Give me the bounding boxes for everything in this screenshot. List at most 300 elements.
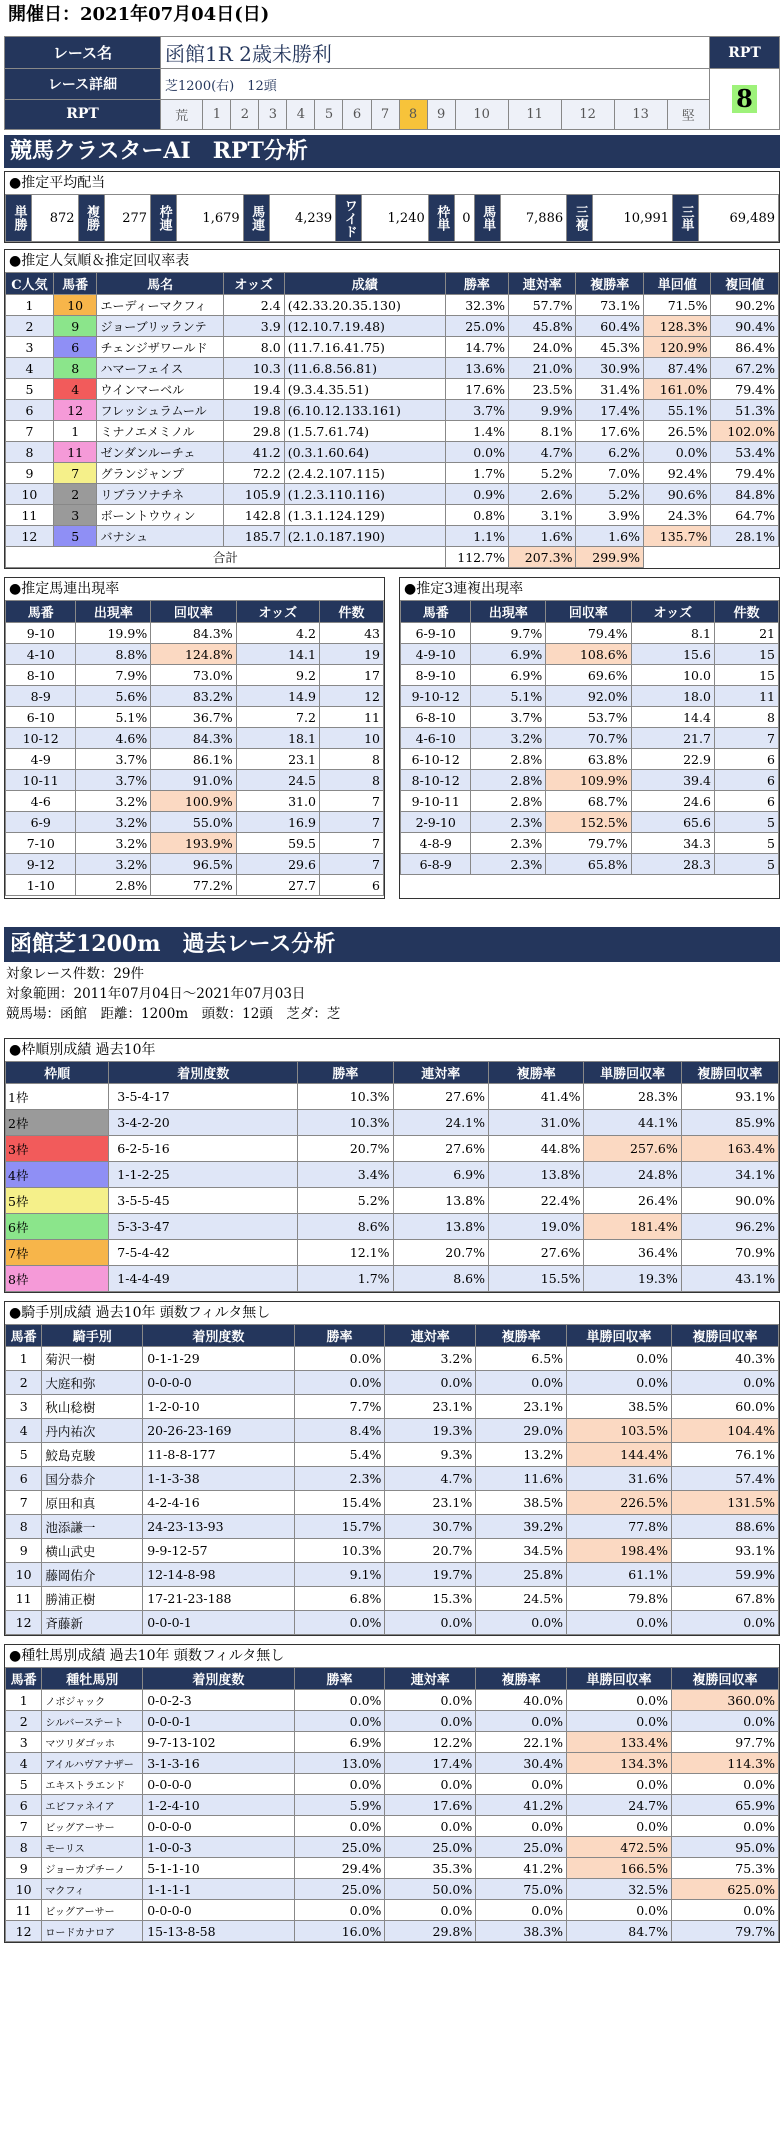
waku-cell: 90.0% bbox=[681, 1188, 778, 1214]
waku-cell: 93.1% bbox=[681, 1084, 778, 1110]
umaren-cell: 6-9 bbox=[6, 812, 76, 833]
waku-cell: 34.1% bbox=[681, 1162, 778, 1188]
pop-cell: 73.1% bbox=[576, 295, 644, 316]
sanrenpuku-cell: 5 bbox=[714, 833, 778, 854]
jockey-cell: 15.4% bbox=[294, 1491, 385, 1515]
umaren-cell: 8 bbox=[319, 749, 383, 770]
sire-cell: 79.7% bbox=[671, 1921, 778, 1942]
race-info-table bbox=[4, 36, 780, 130]
jockey-header: 複勝回収率 bbox=[671, 1325, 778, 1347]
sanrenpuku-header: 出現率 bbox=[471, 601, 546, 623]
waku-cell: 8枠 bbox=[6, 1266, 109, 1292]
sire-cell: 22.1% bbox=[476, 1732, 567, 1753]
jockey-cell: 0-1-1-29 bbox=[143, 1347, 294, 1371]
sire-cell: 50.0% bbox=[385, 1879, 476, 1900]
pop-cell: 24.3% bbox=[643, 505, 711, 526]
payout-value: 10,991 bbox=[593, 195, 673, 242]
jockey-cell: 31.6% bbox=[567, 1467, 672, 1491]
pop-cell: 79.4% bbox=[711, 463, 779, 484]
table-row bbox=[6, 1879, 779, 1900]
jockey-cell: 斉藤新 bbox=[42, 1611, 143, 1635]
jockey-cell: 57.4% bbox=[671, 1467, 778, 1491]
jockey-cell: 9.1% bbox=[294, 1563, 385, 1587]
sire-cell: 40.0% bbox=[476, 1690, 567, 1711]
sire-cell: 0-0-0-0 bbox=[143, 1774, 294, 1795]
popularity-header: C人気 bbox=[6, 273, 54, 295]
jockey-cell: 226.5% bbox=[567, 1491, 672, 1515]
pop-cell: 55.1% bbox=[643, 400, 711, 421]
pop-cell: 64.7% bbox=[711, 505, 779, 526]
table-row bbox=[6, 526, 779, 547]
table-row bbox=[6, 1395, 779, 1419]
jockey-cell: 38.5% bbox=[476, 1491, 567, 1515]
table-row bbox=[6, 1539, 779, 1563]
pop-cell: (2.1.0.187.190) bbox=[284, 526, 445, 547]
table-row bbox=[401, 728, 779, 749]
sanrenpuku-cell: 6 bbox=[714, 770, 778, 791]
jockey-cell: 103.5% bbox=[567, 1419, 672, 1443]
umaren-cell: 14.9 bbox=[236, 686, 319, 707]
waku-cell: 2枠 bbox=[6, 1110, 109, 1136]
table-row bbox=[6, 379, 779, 400]
waku-cell: 7枠 bbox=[6, 1240, 109, 1266]
umaren-cell: 43 bbox=[319, 623, 383, 644]
sire-header: 馬番 bbox=[6, 1668, 42, 1690]
sire-cell: シルバーステート bbox=[42, 1711, 143, 1732]
jockey-cell: 39.2% bbox=[476, 1515, 567, 1539]
umaren-cell: 9-10 bbox=[6, 623, 76, 644]
sire-cell: 0.0% bbox=[385, 1711, 476, 1732]
table-row bbox=[6, 1711, 779, 1732]
pop-cell: 3.9 bbox=[223, 316, 284, 337]
umaren-cell: 124.8% bbox=[151, 644, 236, 665]
sanrenpuku-cell: 24.6 bbox=[631, 791, 714, 812]
sanrenpuku-title: ●推定3連複出現率 bbox=[404, 581, 524, 597]
pop-cell: 5 bbox=[53, 526, 97, 547]
waku-title: ●枠順別成績 過去10年 bbox=[9, 1042, 156, 1058]
sire-cell: 0-0-2-3 bbox=[143, 1690, 294, 1711]
waku-cell: 24.1% bbox=[393, 1110, 488, 1136]
waku-cell: 5-3-3-47 bbox=[109, 1214, 298, 1240]
pop-cell: (0.3.1.60.64) bbox=[284, 442, 445, 463]
sire-cell: 0.0% bbox=[385, 1816, 476, 1837]
sanrenpuku-cell: 11 bbox=[714, 686, 778, 707]
table-row bbox=[6, 295, 779, 316]
jockey-cell: 77.8% bbox=[567, 1515, 672, 1539]
sire-cell: 1 bbox=[6, 1690, 42, 1711]
waku-cell: 15.5% bbox=[489, 1266, 584, 1292]
sire-cell: ビッグアーサー bbox=[42, 1816, 143, 1837]
sire-cell: 0.0% bbox=[385, 1690, 476, 1711]
jockey-cell: 2 bbox=[6, 1371, 42, 1395]
waku-cell: 3-5-4-17 bbox=[109, 1084, 298, 1110]
sire-cell: 41.2% bbox=[476, 1858, 567, 1879]
sire-cell: 7 bbox=[6, 1816, 42, 1837]
race-name-label: レース名 bbox=[5, 37, 161, 69]
table-row bbox=[6, 337, 779, 358]
sire-cell: 0.0% bbox=[567, 1816, 672, 1837]
sire-cell: 6 bbox=[6, 1795, 42, 1816]
umaren-cell: 10-12 bbox=[6, 728, 76, 749]
jockey-cell: 24.5% bbox=[476, 1587, 567, 1611]
jockey-cell: 藤岡佑介 bbox=[42, 1563, 143, 1587]
jockey-cell: 198.4% bbox=[567, 1539, 672, 1563]
waku-table bbox=[5, 1061, 779, 1292]
table-row bbox=[6, 1162, 779, 1188]
sire-cell: モーリス bbox=[42, 1837, 143, 1858]
sire-cell: 0.0% bbox=[671, 1900, 778, 1921]
umaren-cell: 7 bbox=[319, 812, 383, 833]
payout-value: 0 bbox=[454, 195, 474, 242]
pop-cell: (1.2.3.110.116) bbox=[284, 484, 445, 505]
pop-cell: 90.2% bbox=[711, 295, 779, 316]
table-row bbox=[6, 1690, 779, 1711]
pop-cell: チェンジザワールド bbox=[97, 337, 223, 358]
sire-cell: 6.9% bbox=[294, 1732, 385, 1753]
pop-cell: 28.1% bbox=[711, 526, 779, 547]
sire-cell: 134.3% bbox=[567, 1753, 672, 1774]
umaren-cell: 5.6% bbox=[76, 686, 151, 707]
payout-value: 1,240 bbox=[362, 195, 429, 242]
table-row bbox=[6, 791, 384, 812]
pop-cell: 67.2% bbox=[711, 358, 779, 379]
waku-cell: 1-4-4-49 bbox=[109, 1266, 298, 1292]
jockey-cell: 10 bbox=[6, 1563, 42, 1587]
umaren-cell: 83.2% bbox=[151, 686, 236, 707]
sanrenpuku-header: 回収率 bbox=[546, 601, 631, 623]
jockey-cell: 大庭和弥 bbox=[42, 1371, 143, 1395]
date-title: 開催日：2021年07月04日(日) bbox=[8, 4, 270, 25]
waku-cell: 10.3% bbox=[298, 1084, 393, 1110]
rpt-scale-cell: 6 bbox=[343, 99, 371, 129]
pop-cell: 8 bbox=[53, 358, 97, 379]
jockey-cell: 9.3% bbox=[385, 1443, 476, 1467]
table-row bbox=[6, 1732, 779, 1753]
table-row bbox=[6, 833, 384, 854]
sire-cell: 5 bbox=[6, 1774, 42, 1795]
jockey-cell: 11 bbox=[6, 1587, 42, 1611]
jockey-cell: 9-9-12-57 bbox=[143, 1539, 294, 1563]
jockey-cell: 25.8% bbox=[476, 1563, 567, 1587]
sanrenpuku-cell: 108.6% bbox=[546, 644, 631, 665]
umaren-cell: 4-9 bbox=[6, 749, 76, 770]
sire-cell: 24.7% bbox=[567, 1795, 672, 1816]
popularity-header: 馬番 bbox=[53, 273, 97, 295]
jockey-cell: 40.3% bbox=[671, 1347, 778, 1371]
pop-cell: (42.33.20.35.130) bbox=[284, 295, 445, 316]
jockey-cell: 67.8% bbox=[671, 1587, 778, 1611]
pop-cell: 8.0 bbox=[223, 337, 284, 358]
sanrenpuku-cell: 2.8% bbox=[471, 770, 546, 791]
jockey-section bbox=[4, 1301, 780, 1636]
sanrenpuku-cell: 65.8% bbox=[546, 854, 631, 875]
table-row bbox=[6, 644, 384, 665]
jockey-cell: 鮫島克駿 bbox=[42, 1443, 143, 1467]
sire-cell: 38.3% bbox=[476, 1921, 567, 1942]
sire-cell: 0.0% bbox=[476, 1711, 567, 1732]
umaren-cell: 4-6 bbox=[6, 791, 76, 812]
jockey-cell: 国分恭介 bbox=[42, 1467, 143, 1491]
pop-cell: 120.9% bbox=[643, 337, 711, 358]
sire-cell: アイルハヴアナザー bbox=[42, 1753, 143, 1774]
pop-cell: 9 bbox=[6, 463, 54, 484]
race-course: 芝1200(右) bbox=[165, 78, 235, 94]
umaren-cell: 6 bbox=[319, 875, 383, 896]
popularity-header: 複勝率 bbox=[576, 273, 644, 295]
popularity-header: 勝率 bbox=[445, 273, 508, 295]
jockey-cell: 76.1% bbox=[671, 1443, 778, 1467]
popularity-section bbox=[4, 249, 780, 569]
umaren-cell: 29.6 bbox=[236, 854, 319, 875]
sire-cell: 41.2% bbox=[476, 1795, 567, 1816]
sire-cell: エキストラエンド bbox=[42, 1774, 143, 1795]
sire-cell: 114.3% bbox=[671, 1753, 778, 1774]
pop-cell: 1 bbox=[53, 421, 97, 442]
sanrenpuku-cell: 22.9 bbox=[631, 749, 714, 770]
table-row bbox=[401, 833, 779, 854]
jockey-cell: 88.6% bbox=[671, 1515, 778, 1539]
waku-cell: 27.6% bbox=[489, 1240, 584, 1266]
umaren-cell: 100.9% bbox=[151, 791, 236, 812]
sanrenpuku-cell: 8 bbox=[714, 707, 778, 728]
jockey-cell: 3 bbox=[6, 1395, 42, 1419]
waku-cell: 8.6% bbox=[393, 1266, 488, 1292]
jockey-table bbox=[5, 1324, 779, 1635]
table-row bbox=[6, 1611, 779, 1635]
sanrenpuku-cell: 4-6-10 bbox=[401, 728, 471, 749]
table-row bbox=[6, 1858, 779, 1879]
total-empty bbox=[643, 547, 778, 568]
sanrenpuku-cell: 14.4 bbox=[631, 707, 714, 728]
pop-cell: 0.0% bbox=[445, 442, 508, 463]
jockey-cell: 1 bbox=[6, 1347, 42, 1371]
table-row bbox=[401, 644, 779, 665]
waku-cell: 44.8% bbox=[489, 1136, 584, 1162]
jockey-cell: 12-14-8-98 bbox=[143, 1563, 294, 1587]
waku-cell: 28.3% bbox=[584, 1084, 681, 1110]
sire-cell: 0.0% bbox=[294, 1900, 385, 1921]
pop-cell: 8.1% bbox=[508, 421, 576, 442]
pop-cell: 3 bbox=[6, 337, 54, 358]
jockey-header: 着別度数 bbox=[143, 1325, 294, 1347]
pop-cell: 4.7% bbox=[508, 442, 576, 463]
umaren-section bbox=[4, 577, 385, 899]
umaren-cell: 17 bbox=[319, 665, 383, 686]
jockey-cell: 15.3% bbox=[385, 1587, 476, 1611]
sanrenpuku-cell: 4-8-9 bbox=[401, 833, 471, 854]
umaren-cell: 8 bbox=[319, 770, 383, 791]
sire-cell: 1-0-0-3 bbox=[143, 1837, 294, 1858]
pop-cell: 87.4% bbox=[643, 358, 711, 379]
pop-cell: 71.5% bbox=[643, 295, 711, 316]
sire-cell: 17.4% bbox=[385, 1753, 476, 1774]
table-row bbox=[6, 686, 384, 707]
waku-cell: 85.9% bbox=[681, 1110, 778, 1136]
umaren-cell: 9-12 bbox=[6, 854, 76, 875]
table-row bbox=[401, 749, 779, 770]
table-row bbox=[6, 854, 384, 875]
umaren-cell: 4.6% bbox=[76, 728, 151, 749]
sire-cell: 0.0% bbox=[567, 1900, 672, 1921]
sanrenpuku-cell: 2.8% bbox=[471, 791, 546, 812]
pop-cell: 57.7% bbox=[508, 295, 576, 316]
rpt-scale-cell: 堅 bbox=[667, 99, 709, 129]
payout-label: 枠連 bbox=[151, 195, 177, 242]
pop-cell: 1.7% bbox=[445, 463, 508, 484]
sire-cell: 13.0% bbox=[294, 1753, 385, 1774]
sire-cell: 133.4% bbox=[567, 1732, 672, 1753]
umaren-header: 馬番 bbox=[6, 601, 76, 623]
sanrenpuku-cell: 7 bbox=[714, 728, 778, 749]
umaren-cell: 24.5 bbox=[236, 770, 319, 791]
sanrenpuku-header: オッズ bbox=[631, 601, 714, 623]
sire-cell: 15-13-8-58 bbox=[143, 1921, 294, 1942]
umaren-cell: 91.0% bbox=[151, 770, 236, 791]
jockey-cell: 17-21-23-188 bbox=[143, 1587, 294, 1611]
sanrenpuku-cell: 6-8-9 bbox=[401, 854, 471, 875]
sire-cell: 0-0-0-0 bbox=[143, 1900, 294, 1921]
jockey-cell: 0-0-0-1 bbox=[143, 1611, 294, 1635]
sanrenpuku-cell: 6-9-10 bbox=[401, 623, 471, 644]
pop-cell: 90.4% bbox=[711, 316, 779, 337]
umaren-cell: 59.5 bbox=[236, 833, 319, 854]
jockey-title: ●騎手別成績 過去10年 頭数フィルタ無し bbox=[9, 1305, 271, 1321]
pop-cell: 7 bbox=[6, 421, 54, 442]
table-row bbox=[401, 665, 779, 686]
rpt-scale-cell: 11 bbox=[508, 99, 561, 129]
waku-cell: 7-5-4-42 bbox=[109, 1240, 298, 1266]
jockey-cell: 菊沢一樹 bbox=[42, 1347, 143, 1371]
sire-cell: 5.9% bbox=[294, 1795, 385, 1816]
pop-cell: 6.2% bbox=[576, 442, 644, 463]
table-row bbox=[6, 1136, 779, 1162]
jockey-cell: 11.6% bbox=[476, 1467, 567, 1491]
jockey-cell: 34.5% bbox=[476, 1539, 567, 1563]
pop-cell: 161.0% bbox=[643, 379, 711, 400]
umaren-cell: 7-10 bbox=[6, 833, 76, 854]
sire-cell: 25.0% bbox=[476, 1837, 567, 1858]
sire-cell: 0.0% bbox=[671, 1816, 778, 1837]
sire-cell: 5-1-1-10 bbox=[143, 1858, 294, 1879]
payout-label: 複勝 bbox=[78, 195, 104, 242]
table-row bbox=[6, 707, 384, 728]
sire-cell: 32.5% bbox=[567, 1879, 672, 1900]
sire-cell: 0.0% bbox=[567, 1690, 672, 1711]
pop-cell: 12 bbox=[53, 400, 97, 421]
sire-cell: 3-1-3-16 bbox=[143, 1753, 294, 1774]
table-row bbox=[6, 1837, 779, 1858]
umaren-cell: 8-9 bbox=[6, 686, 76, 707]
sire-cell: 75.3% bbox=[671, 1858, 778, 1879]
jockey-cell: 30.7% bbox=[385, 1515, 476, 1539]
sanrenpuku-cell: 6-10-12 bbox=[401, 749, 471, 770]
jockey-cell: 1-2-0-10 bbox=[143, 1395, 294, 1419]
sire-header: 複勝回収率 bbox=[671, 1668, 778, 1690]
table-row bbox=[6, 1816, 779, 1837]
rpt-scale-cell: 1 bbox=[203, 99, 231, 129]
sire-header: 着別度数 bbox=[143, 1668, 294, 1690]
past-info-count: 対象レース件数：29件 bbox=[6, 966, 145, 982]
jockey-cell: 横山武史 bbox=[42, 1539, 143, 1563]
pop-cell: 7 bbox=[53, 463, 97, 484]
waku-cell: 13.8% bbox=[489, 1162, 584, 1188]
pop-cell: 105.9 bbox=[223, 484, 284, 505]
umaren-cell: 10 bbox=[319, 728, 383, 749]
pop-cell: 102.0% bbox=[711, 421, 779, 442]
payout-label: 単勝 bbox=[6, 195, 32, 242]
table-row bbox=[6, 421, 779, 442]
waku-cell: 163.4% bbox=[681, 1136, 778, 1162]
waku-cell: 13.8% bbox=[393, 1214, 488, 1240]
pop-cell: 53.4% bbox=[711, 442, 779, 463]
pop-cell: (9.3.4.35.51) bbox=[284, 379, 445, 400]
jockey-cell: 79.8% bbox=[567, 1587, 672, 1611]
table-row bbox=[6, 484, 779, 505]
pop-cell: 41.2 bbox=[223, 442, 284, 463]
jockey-cell: 0.0% bbox=[294, 1371, 385, 1395]
table-row bbox=[6, 463, 779, 484]
pop-cell: 26.5% bbox=[643, 421, 711, 442]
umaren-cell: 84.3% bbox=[151, 623, 236, 644]
umaren-cell: 2.8% bbox=[76, 875, 151, 896]
jockey-cell: 144.4% bbox=[567, 1443, 672, 1467]
sire-cell: 625.0% bbox=[671, 1879, 778, 1900]
waku-cell: 6.9% bbox=[393, 1162, 488, 1188]
pop-cell: フレッシュラムール bbox=[97, 400, 223, 421]
umaren-cell: 3.7% bbox=[76, 770, 151, 791]
popularity-header: オッズ bbox=[223, 273, 284, 295]
sire-header: 複勝率 bbox=[476, 1668, 567, 1690]
payout-value: 277 bbox=[104, 195, 151, 242]
sanrenpuku-cell: 53.7% bbox=[546, 707, 631, 728]
pop-cell: 79.4% bbox=[711, 379, 779, 400]
pop-cell: 19.8 bbox=[223, 400, 284, 421]
waku-cell: 1枠 bbox=[6, 1084, 109, 1110]
sire-cell: 2 bbox=[6, 1711, 42, 1732]
jockey-cell: 23.1% bbox=[385, 1395, 476, 1419]
pop-cell: 21.0% bbox=[508, 358, 576, 379]
table-row bbox=[6, 1795, 779, 1816]
jockey-header: 連対率 bbox=[385, 1325, 476, 1347]
pop-cell: (1.5.7.61.74) bbox=[284, 421, 445, 442]
umaren-cell: 10-11 bbox=[6, 770, 76, 791]
waku-cell: 8.6% bbox=[298, 1214, 393, 1240]
sanrenpuku-cell: 8-10-12 bbox=[401, 770, 471, 791]
waku-cell: 36.4% bbox=[584, 1240, 681, 1266]
jockey-cell: 1-1-3-38 bbox=[143, 1467, 294, 1491]
jockey-cell: 8 bbox=[6, 1515, 42, 1539]
rpt-head: RPT bbox=[710, 37, 780, 69]
sire-header: 連対率 bbox=[385, 1668, 476, 1690]
jockey-cell: 6.5% bbox=[476, 1347, 567, 1371]
umaren-cell: 5.1% bbox=[76, 707, 151, 728]
popularity-header: 馬名 bbox=[97, 273, 223, 295]
sire-cell: エピファネイア bbox=[42, 1795, 143, 1816]
sanrenpuku-cell: 6 bbox=[714, 749, 778, 770]
sanrenpuku-cell: 109.9% bbox=[546, 770, 631, 791]
rpt-scale-cell: 荒 bbox=[161, 99, 203, 129]
race-detail-label: レース詳細 bbox=[5, 69, 161, 99]
umaren-cell: 73.0% bbox=[151, 665, 236, 686]
pop-cell: ハマーフェイス bbox=[97, 358, 223, 379]
umaren-cell: 12 bbox=[319, 686, 383, 707]
sanrenpuku-cell: 2.3% bbox=[471, 833, 546, 854]
total-value: 299.9% bbox=[576, 547, 644, 568]
sanrenpuku-cell: 2-9-10 bbox=[401, 812, 471, 833]
umaren-header: オッズ bbox=[236, 601, 319, 623]
table-row bbox=[6, 665, 384, 686]
sire-cell: 0-0-0-0 bbox=[143, 1816, 294, 1837]
